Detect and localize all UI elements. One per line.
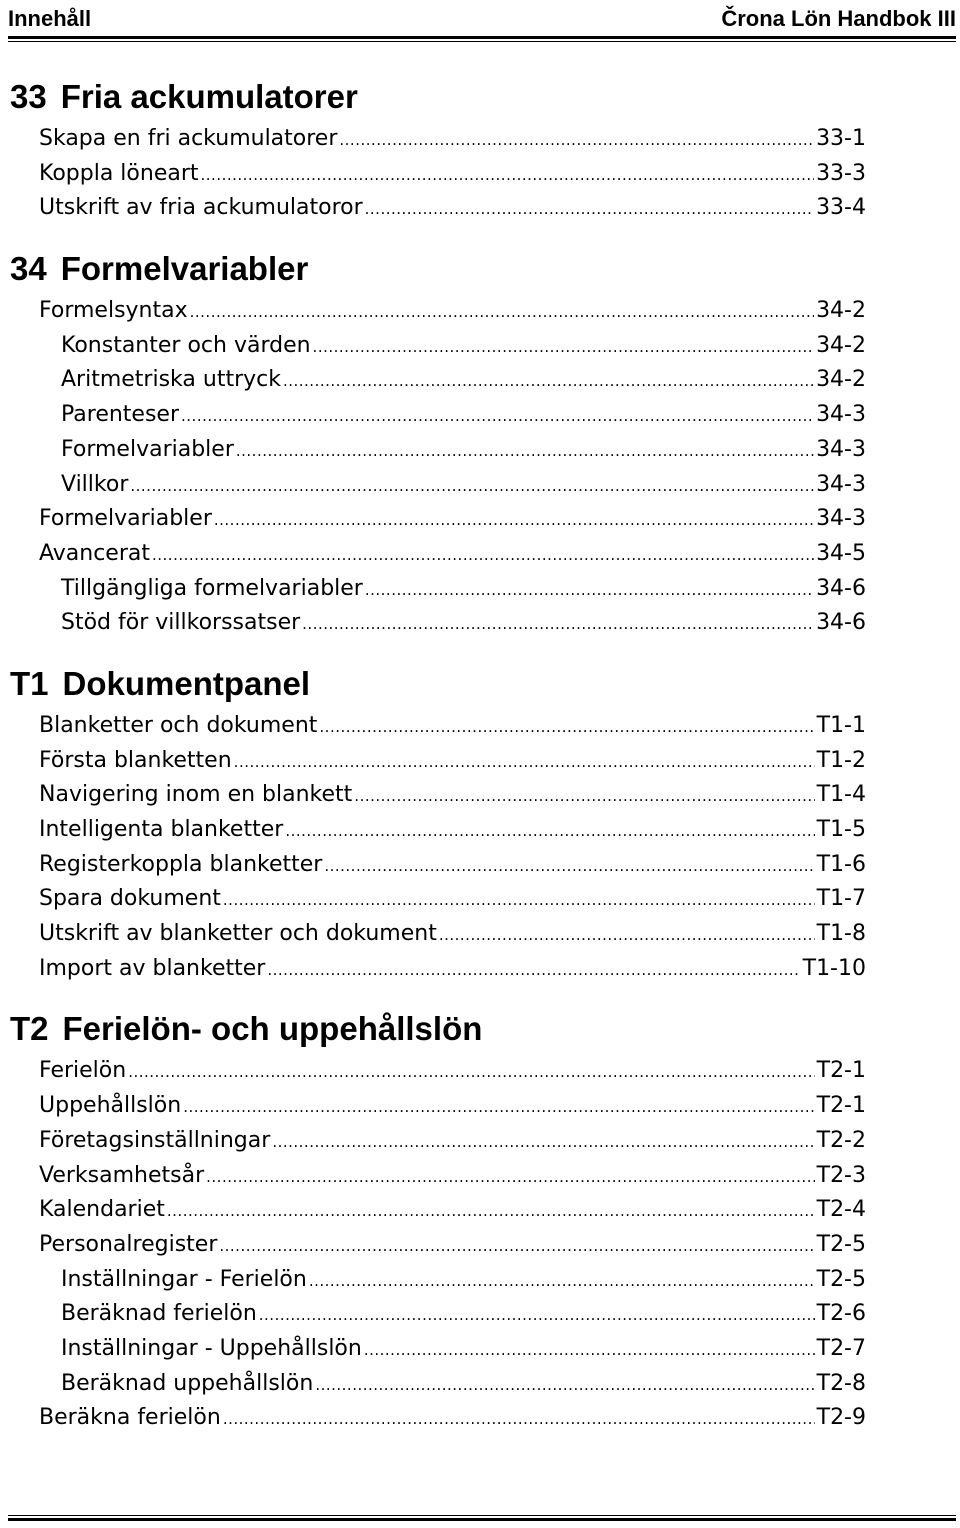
dot-leader [439,918,815,953]
toc-entry-label: Aritmetriska uttryck [61,367,281,393]
toc-page-number: T2-1 [816,1093,866,1119]
toc-entry[interactable] [10,1159,866,1194]
dot-leader [354,779,814,814]
toc-entry[interactable] [10,1263,866,1298]
toc-page-number: T1-8 [816,921,866,947]
toc-entry-label: Stöd för villkorssatser [61,610,301,636]
toc-entry-label: Import av blanketter [39,955,266,981]
toc-entry-label: Koppla löneart [39,160,199,186]
toc-entry[interactable] [10,572,866,607]
dot-leader [319,710,814,745]
toc-page-number: T1-4 [816,782,866,808]
toc-entry-label: Personalregister [39,1231,218,1257]
dot-leader [236,434,814,469]
dot-leader [283,364,814,399]
toc-entry[interactable] [10,1332,866,1367]
toc-entry-label: Parenteser [61,402,180,428]
toc-entry-label: Spara dokument [39,886,221,912]
dot-leader [313,330,815,365]
toc-entry-label: Tillgängliga formelvariabler [61,575,363,601]
footer-rule [8,1515,956,1521]
toc-entry[interactable] [10,537,866,572]
toc-page-number: T1-5 [816,817,866,842]
dot-leader [128,1055,814,1090]
toc-entry-label: Formelsyntax [39,298,188,324]
dot-leader [219,1229,814,1264]
table-of-contents [10,72,866,1454]
toc-page-number: 34-6 [816,610,866,636]
toc-section [10,72,866,226]
toc-page-number: 34-6 [816,575,866,601]
toc-page-number: T1-7 [816,886,866,912]
toc-page-number: T1-2 [816,747,866,773]
section-title: Ferielön- och uppehållslön [62,1010,483,1048]
dot-leader [181,399,814,434]
section-number: T1 [10,664,49,702]
toc-entry[interactable] [10,191,866,226]
toc-entry[interactable] [10,1228,866,1263]
dot-leader [365,573,814,608]
dot-leader [364,1333,815,1368]
toc-page-number: T2-5 [816,1231,866,1257]
toc-page-number: 34-2 [816,332,866,358]
toc-entry-label: Inställningar - Uppehållslön [61,1335,362,1361]
dot-leader [365,192,814,227]
toc-page-number: 34-3 [816,471,866,497]
toc-entry-label: Villkor [61,471,129,497]
toc-page-number: T2-4 [816,1197,866,1223]
toc-page-number: T2-5 [816,1266,866,1292]
toc-entry[interactable] [10,709,866,744]
dot-leader [190,295,814,330]
section-title: Formelvariabler [60,250,309,288]
section-title: Fria ackumulatorer [60,78,358,115]
toc-page-number: T2-3 [816,1162,866,1188]
toc-entry[interactable] [10,157,866,192]
toc-page-number: T2-8 [816,1370,866,1396]
toc-entry[interactable] [10,398,866,433]
toc-page-number: 34-5 [816,540,866,566]
toc-entry[interactable] [10,363,866,398]
dot-leader [214,503,814,538]
dot-leader [223,1402,815,1437]
toc-section [10,1004,866,1436]
toc-page-number: 34-3 [816,506,866,532]
toc-page-number: 34-3 [816,436,866,462]
dot-leader [167,1194,815,1229]
toc-page-number: T2-9 [816,1405,866,1431]
header-section-label: Innehåll [8,6,92,31]
dot-leader [223,883,815,918]
toc-entry-label: Uppehållslön [39,1093,182,1119]
toc-entry[interactable] [10,848,866,883]
toc-entry[interactable] [10,917,866,952]
toc-entry-label: Formelvariabler [61,436,234,462]
dot-leader [302,607,814,642]
section-number: 33 [10,78,47,115]
toc-page-number: T1-10 [802,955,866,981]
toc-entry-label: Ferielön [39,1058,127,1084]
dot-leader [234,745,815,780]
section-heading [10,244,866,294]
toc-entry-label: Intelligenta blanketter [39,817,284,842]
toc-entry-label: Beräknad ferielön [61,1301,257,1327]
toc-page-number: T2-7 [816,1335,866,1361]
toc-entry[interactable] [10,952,866,987]
toc-entry-label: Skapa en fri ackumulatorer [39,126,338,151]
toc-page-number: 34-3 [816,402,866,428]
toc-entry[interactable] [10,1367,866,1402]
toc-entry[interactable] [10,1401,866,1436]
toc-entry[interactable] [10,778,866,813]
section-heading [10,1004,866,1054]
dot-leader [339,123,814,158]
toc-entry-label: Blanketter och dokument [39,712,318,738]
toc-page-number: 34-2 [816,298,866,324]
toc-page-number: 34-2 [816,367,866,393]
dot-leader [183,1090,814,1125]
toc-section [10,659,866,987]
toc-entry-label: Konstanter och värden [61,332,311,358]
dot-leader [152,538,814,573]
section-heading [10,659,866,709]
toc-entry[interactable] [10,502,866,537]
toc-page-number: T1-1 [816,712,866,738]
toc-entry[interactable] [10,468,866,503]
toc-entry-label: Utskrift av fria ackumulatoror [39,195,363,221]
dot-leader [315,1368,814,1403]
dot-leader [285,814,814,849]
toc-entry[interactable] [10,744,866,779]
toc-entry-label: Första blanketten [39,747,232,773]
toc-page-number: T2-6 [816,1301,866,1327]
dot-leader [130,469,814,504]
toc-section [10,244,866,641]
toc-entry[interactable] [10,813,866,848]
toc-entry-label: Företagsinställningar [39,1127,271,1153]
dot-leader [309,1264,815,1299]
toc-page-number: T2-1 [816,1058,866,1084]
toc-entry[interactable] [10,329,866,364]
toc-entry-label: Formelvariabler [39,506,212,532]
dot-leader [324,849,814,884]
toc-entry-label: Inställningar - Ferielön [61,1266,307,1292]
toc-entry-label: Registerkoppla blanketter [39,851,323,877]
section-title: Dokumentpanel [62,664,311,702]
toc-entry[interactable] [10,1124,866,1159]
toc-entry[interactable] [10,606,866,641]
toc-entry-label: Verksamhetsår [39,1162,205,1188]
toc-entry-label: Beräknad uppehållslön [61,1370,314,1396]
toc-page-number: T2-2 [816,1127,866,1153]
toc-entry-label: Avancerat [39,540,150,566]
toc-entry[interactable] [10,1297,866,1332]
dot-leader [206,1160,814,1195]
toc-entry[interactable] [10,1193,866,1228]
section-heading [10,72,866,122]
toc-entry-label: Kalendariet [39,1197,165,1223]
toc-page-number: 33-3 [816,160,866,186]
page-header [8,4,956,34]
toc-entry[interactable] [10,1054,866,1089]
dot-leader [259,1298,815,1333]
toc-entry[interactable] [10,882,866,917]
header-book-title: Črona Lön Handbok III [721,6,956,31]
toc-entry[interactable] [10,294,866,329]
toc-page-number: 33-1 [816,126,866,151]
dot-leader [201,158,815,193]
toc-page-number: 33-4 [816,195,866,221]
section-number: T2 [10,1010,49,1048]
dot-leader [267,953,800,988]
header-rule [8,36,956,42]
toc-page-number: T1-6 [816,851,866,877]
toc-entry[interactable] [10,1089,866,1124]
toc-entry-label: Utskrift av blanketter och dokument [39,921,437,947]
toc-entry-label: Navigering inom en blankett [39,782,353,808]
toc-entry[interactable] [10,433,866,468]
dot-leader [272,1125,814,1160]
section-number: 34 [10,250,47,288]
toc-entry[interactable] [10,122,866,157]
toc-entry-label: Beräkna ferielön [39,1405,221,1431]
